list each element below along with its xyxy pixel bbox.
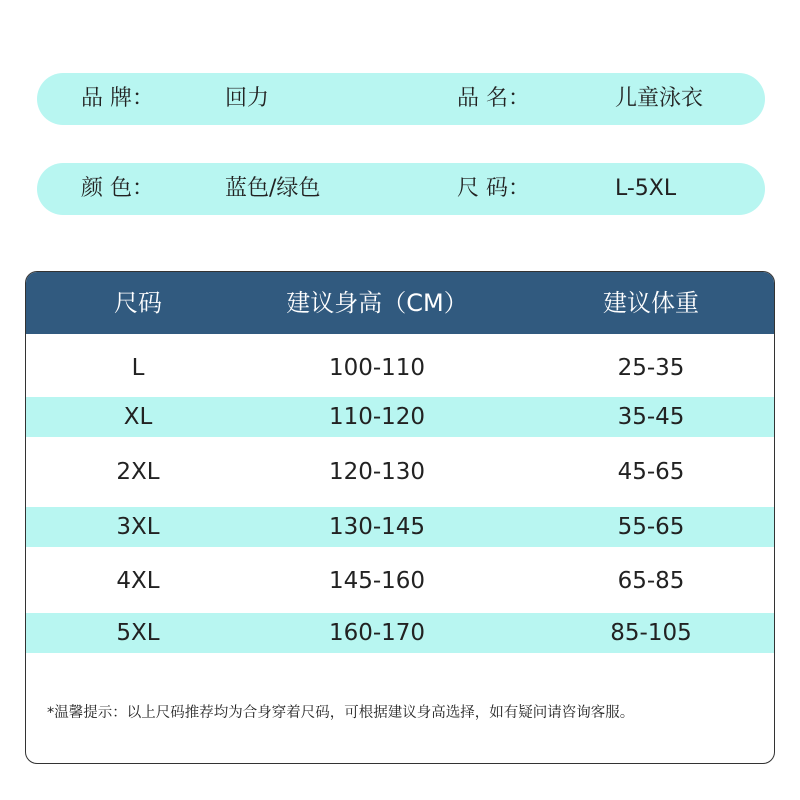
header-size: 尺码 (114, 289, 162, 317)
brand-value: 回力 (225, 86, 270, 111)
product-name-label: 品 名： (457, 86, 530, 111)
size-value: L-5XL (615, 176, 677, 201)
table-row (26, 452, 774, 492)
header-weight: 建议体重 (603, 289, 699, 317)
cell-height: 130-145 (328, 514, 426, 540)
cell-height: 145-160 (328, 568, 426, 594)
cell-weight: 35-45 (617, 404, 685, 430)
brand-label: 品 牌： (81, 86, 154, 111)
size-chart-card (25, 271, 775, 764)
cell-height: 110-120 (328, 404, 426, 430)
cell-weight: 85-105 (610, 620, 692, 646)
size-label: 尺 码： (457, 176, 530, 201)
cell-height: 160-170 (328, 620, 426, 646)
table-row (26, 348, 774, 388)
cell-size: XL (123, 404, 153, 430)
cell-weight: 55-65 (617, 514, 685, 540)
table-row (26, 397, 774, 437)
table-row (26, 613, 774, 653)
cell-height: 120-130 (328, 459, 426, 485)
table-header (26, 272, 774, 334)
cell-weight: 45-65 (617, 459, 685, 485)
color-label: 颜 色： (81, 176, 154, 201)
table-row (26, 507, 774, 547)
info-row-color-size (37, 163, 765, 215)
cell-weight: 65-85 (617, 568, 685, 594)
cell-size: 3XL (116, 514, 160, 540)
info-row-brand-name (37, 73, 765, 125)
cell-size: 4XL (116, 568, 160, 594)
table-row (26, 561, 774, 601)
cell-height: 100-110 (328, 355, 426, 381)
size-tip-note: *温馨提示：以上尺码推荐均为合身穿着尺码，可根据建议身高选择，如有疑问请咨询客服。 (47, 705, 635, 721)
cell-weight: 25-35 (617, 355, 685, 381)
cell-size: 2XL (116, 459, 160, 485)
header-height: 建议身高（CM） (286, 289, 468, 317)
cell-size: L (131, 355, 145, 381)
cell-size: 5XL (116, 620, 160, 646)
color-value: 蓝色/绿色 (225, 176, 321, 201)
product-name-value: 儿童泳衣 (615, 86, 704, 111)
